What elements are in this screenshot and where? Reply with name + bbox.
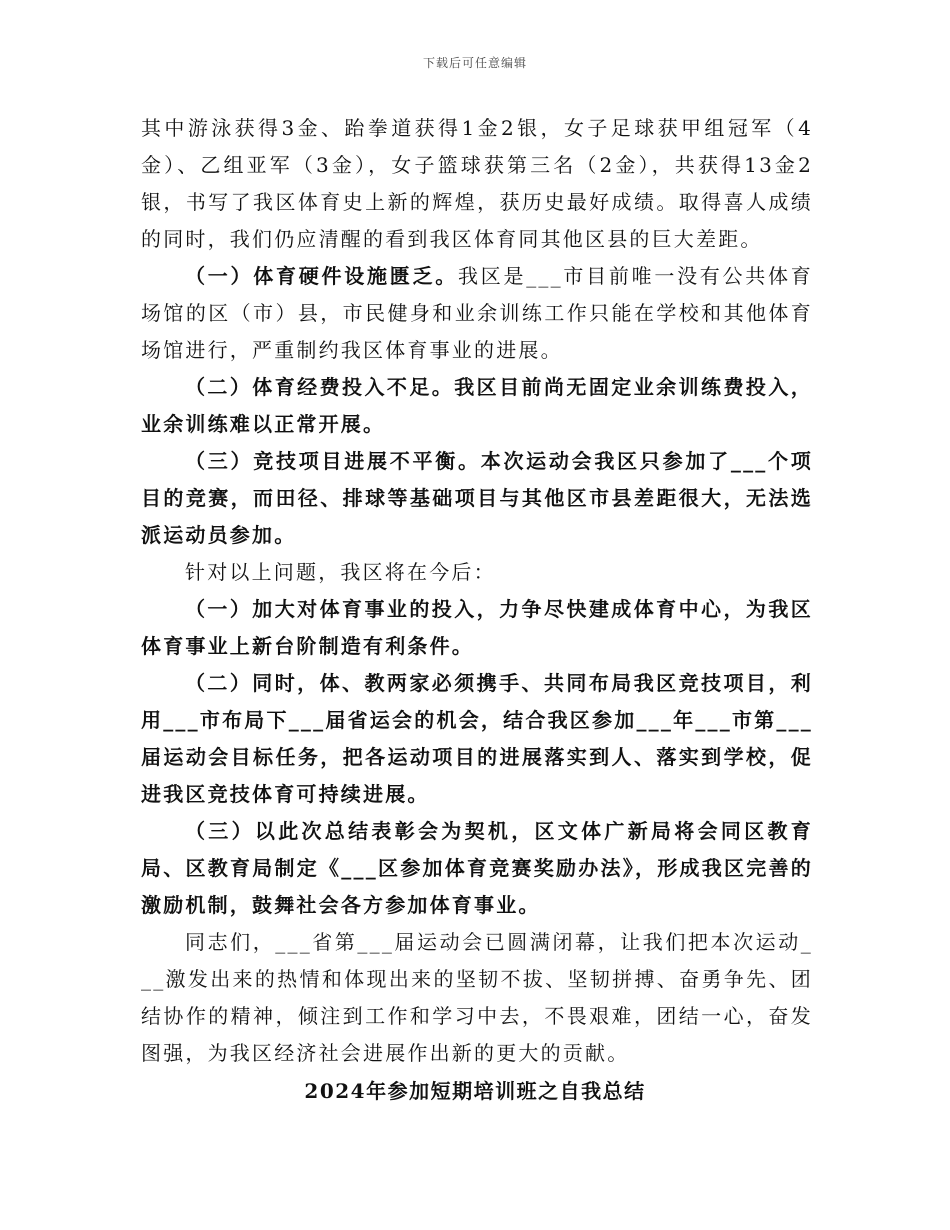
paragraph-lead: （一）体育硬件设施匮乏。 bbox=[185, 264, 458, 288]
document-body bbox=[141, 110, 813, 1072]
paragraph-hardware-shortage bbox=[141, 258, 813, 369]
paragraph-rest: 我区是___市目前唯一没有公共体育场馆的区（市）县，市民健身和业余训练工作只能在学校和其他体育场馆进行，严重制约我区体育事业的进展。 bbox=[141, 264, 813, 362]
paragraph-imbalance: （三）竞技项目进展不平衡。本次运动会我区只参加了___个项目的竞赛，而田径、排球等基础项目与其他区市县差距很大，无法选派运动员参加。 bbox=[141, 449, 813, 547]
paragraph-funding: （二）体育经费投入不足。我区目前尚无固定业余训练费投入，业余训练难以正常开展。 bbox=[141, 375, 813, 436]
paragraph-measure-2: （二）同时，体、教两家必须携手、共同布局我区竞技项目，利用___市布局下___届省运会的机会，结合我区参加___年___市第___届运动会目标任务，把各运动项目的进展落实到人、落实到学校，促进我区竞技体育可持续进展。 bbox=[141, 671, 813, 806]
paragraph-closing: 同志们，___省第___届运动会已圆满闭幕，让我们把本次运动___激发出来的热情和体现出来的坚韧不拔、坚韧拼搏、奋勇争先、团结协作的精神，倾注到工作和学习中去，不畏艰难，团结一心，奋发图强，为我区经济社会进展作出新的更大的贡献。 bbox=[141, 930, 813, 1065]
paragraph-results: 其中游泳获得3金、跆拳道获得1金2银，女子足球获甲组冠军（4金）、乙组亚军（3金），女子篮球获第三名（2金），共获得13金2银，书写了我区体育史上新的辉煌，获历史最好成绩。取得喜人成绩的同时，我们仍应清醒的看到我区体育同其他区县的巨大差距。 bbox=[141, 116, 813, 251]
paragraph-intro-measures: 针对以上问题，我区将在今后： bbox=[185, 560, 496, 584]
paragraph-measure-1: （一）加大对体育事业的投入，力争尽快建成体育中心，为我区体育事业上新台阶制造有利条件。 bbox=[141, 597, 813, 658]
paragraph-measure-3: （三）以此次总结表彰会为契机，区文体广新局将会同区教育局、区教育局制定《___区参加体育竞赛奖励办法》，形成我区完善的激励机制，鼓舞社会各方参加体育事业。 bbox=[141, 819, 813, 917]
next-section-title: 2024年参加短期培训班之自我总结 bbox=[304, 1079, 646, 1103]
page-header: 下载后可任意编辑 bbox=[422, 56, 527, 70]
